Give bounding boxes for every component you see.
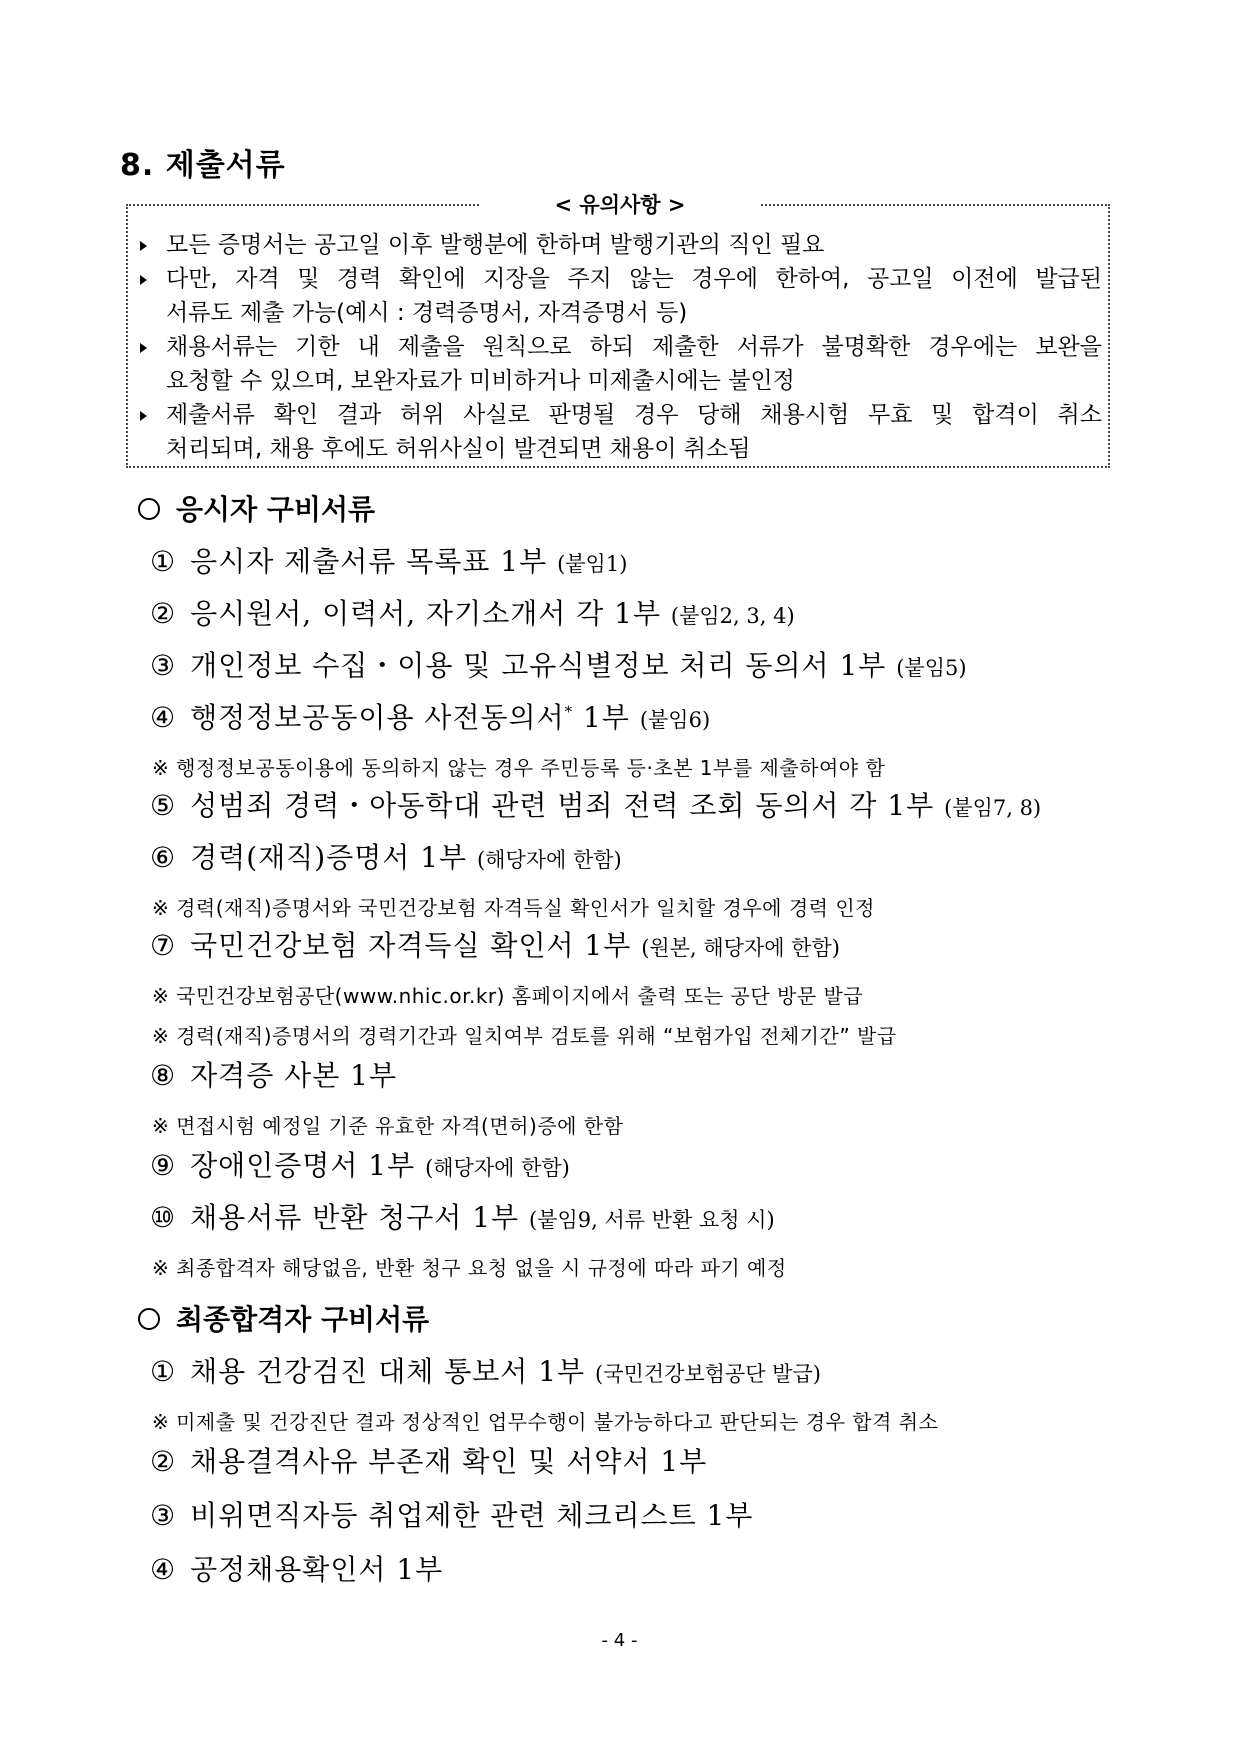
applicant-item-8: ⑧ 자격증 사본 1부 — [150, 1059, 398, 1092]
notice-item-text: 서류도 제출 가능(예시 : 경력증명서, 자격증명서 등) — [166, 300, 688, 326]
applicant-item-4: ④ 행정정보공동이용 사전동의서* 1부 (붙임6) — [150, 701, 711, 734]
notice-item — [140, 262, 1102, 296]
final-item-3: ③ 비위면직자등 취업제한 관련 체크리스트 1부 — [150, 1499, 754, 1532]
notice-item-text: 모든 증명서는 공고일 이후 발행분에 한하며 발행기관의 직인 필요 — [166, 232, 825, 258]
final-item-1: ① 채용 건강검진 대체 통보서 1부 (국민건강보험공단 발급) — [150, 1355, 821, 1388]
notice-title: < 유의사항 > — [480, 190, 760, 220]
triangle-bullet-icon — [140, 241, 147, 251]
notice-item-text: 처리되며, 채용 후에도 허위사실이 발견되면 채용이 취소됨 — [166, 436, 751, 462]
applicant-item-1: ① 응시자 제출서류 목록표 1부 (붙임1) — [150, 545, 628, 578]
notice-list — [140, 228, 1102, 466]
applicant-note-7a: ※ 국민건강보험공단(www.nhic.or.kr) 홈페이지에서 출력 또는 공단 방문 발급 — [152, 984, 864, 1008]
applicant-docs-title: 응시자 구비서류 — [138, 488, 375, 528]
notice-item — [140, 330, 1102, 364]
final-item-4: ④ 공정채용확인서 1부 — [150, 1553, 444, 1586]
notice-item-text: 채용서류는 기한 내 제출을 원칙으로 하되 제출한 서류가 불명확한 경우에는 보완을 — [166, 334, 1102, 360]
triangle-bullet-icon — [140, 343, 147, 353]
applicant-note-7b: ※ 경력(재직)증명서의 경력기간과 일치여부 검토를 위해 “보험가입 전체기간” 발급 — [152, 1024, 897, 1048]
final-item-2: ② 채용결격사유 부존재 확인 및 서약서 1부 — [150, 1445, 708, 1478]
applicant-note-10: ※ 최종합격자 해당없음, 반환 청구 요청 없을 시 규정에 따라 파기 예정 — [152, 1256, 787, 1280]
page-number: - 4 - — [601, 1630, 638, 1651]
notice-item-text: 다만, 자격 및 경력 확인에 지장을 주지 않는 경우에 한하여, 공고일 이전에 발급된 — [166, 266, 1102, 292]
circle-icon — [138, 1308, 160, 1330]
circle-icon — [138, 498, 160, 520]
notice-item-text: 제출서류 확인 결과 허위 사실로 판명될 경우 당해 채용시험 무효 및 합격이 취소 — [166, 402, 1102, 428]
section-title: 8. 제출서류 — [120, 148, 286, 183]
applicant-note-8: ※ 면접시험 예정일 기준 유효한 자격(면허)증에 한함 — [152, 1114, 624, 1138]
triangle-bullet-icon — [140, 411, 147, 421]
applicant-note-6: ※ 경력(재직)증명서와 국민건강보험 자격득실 확인서가 일치할 경우에 경력 인정 — [152, 896, 875, 920]
notice-item-continued — [140, 296, 1102, 330]
final-note-1: ※ 미제출 및 건강진단 결과 정상적인 업무수행이 불가능하다고 판단되는 경우 합격 취소 — [152, 1410, 939, 1434]
applicant-item-5: ⑤ 성범죄 경력・아동학대 관련 범죄 전력 조회 동의서 각 1부 (붙임7, 8) — [150, 789, 1042, 822]
applicant-item-6: ⑥ 경력(재직)증명서 1부 (해당자에 한함) — [150, 841, 622, 874]
notice-item — [140, 228, 1102, 262]
applicant-item-10: ⑩ 채용서류 반환 청구서 1부 (붙임9, 서류 반환 요청 시) — [150, 1201, 775, 1234]
applicant-item-9: ⑨ 장애인증명서 1부 (해당자에 한함) — [150, 1149, 570, 1182]
applicant-item-2: ② 응시원서, 이력서, 자기소개서 각 1부 (붙임2, 3, 4) — [150, 597, 795, 630]
notice-item-continued — [140, 364, 1102, 398]
applicant-item-7: ⑦ 국민건강보험 자격득실 확인서 1부 (원본, 해당자에 한함) — [150, 929, 840, 962]
applicant-note-4: ※ 행정정보공동이용에 동의하지 않는 경우 주민등록 등·초본 1부를 제출하여야 함 — [152, 756, 886, 780]
triangle-bullet-icon — [140, 275, 147, 285]
applicant-item-3: ③ 개인정보 수집・이용 및 고유식별정보 처리 동의서 1부 (붙임5) — [150, 649, 967, 682]
notice-item — [140, 398, 1102, 432]
notice-item-continued — [140, 432, 1102, 466]
final-docs-title: 최종합격자 구비서류 — [138, 1298, 429, 1338]
notice-item-text: 요청할 수 있으며, 보완자료가 미비하거나 미제출시에는 불인정 — [166, 368, 795, 394]
